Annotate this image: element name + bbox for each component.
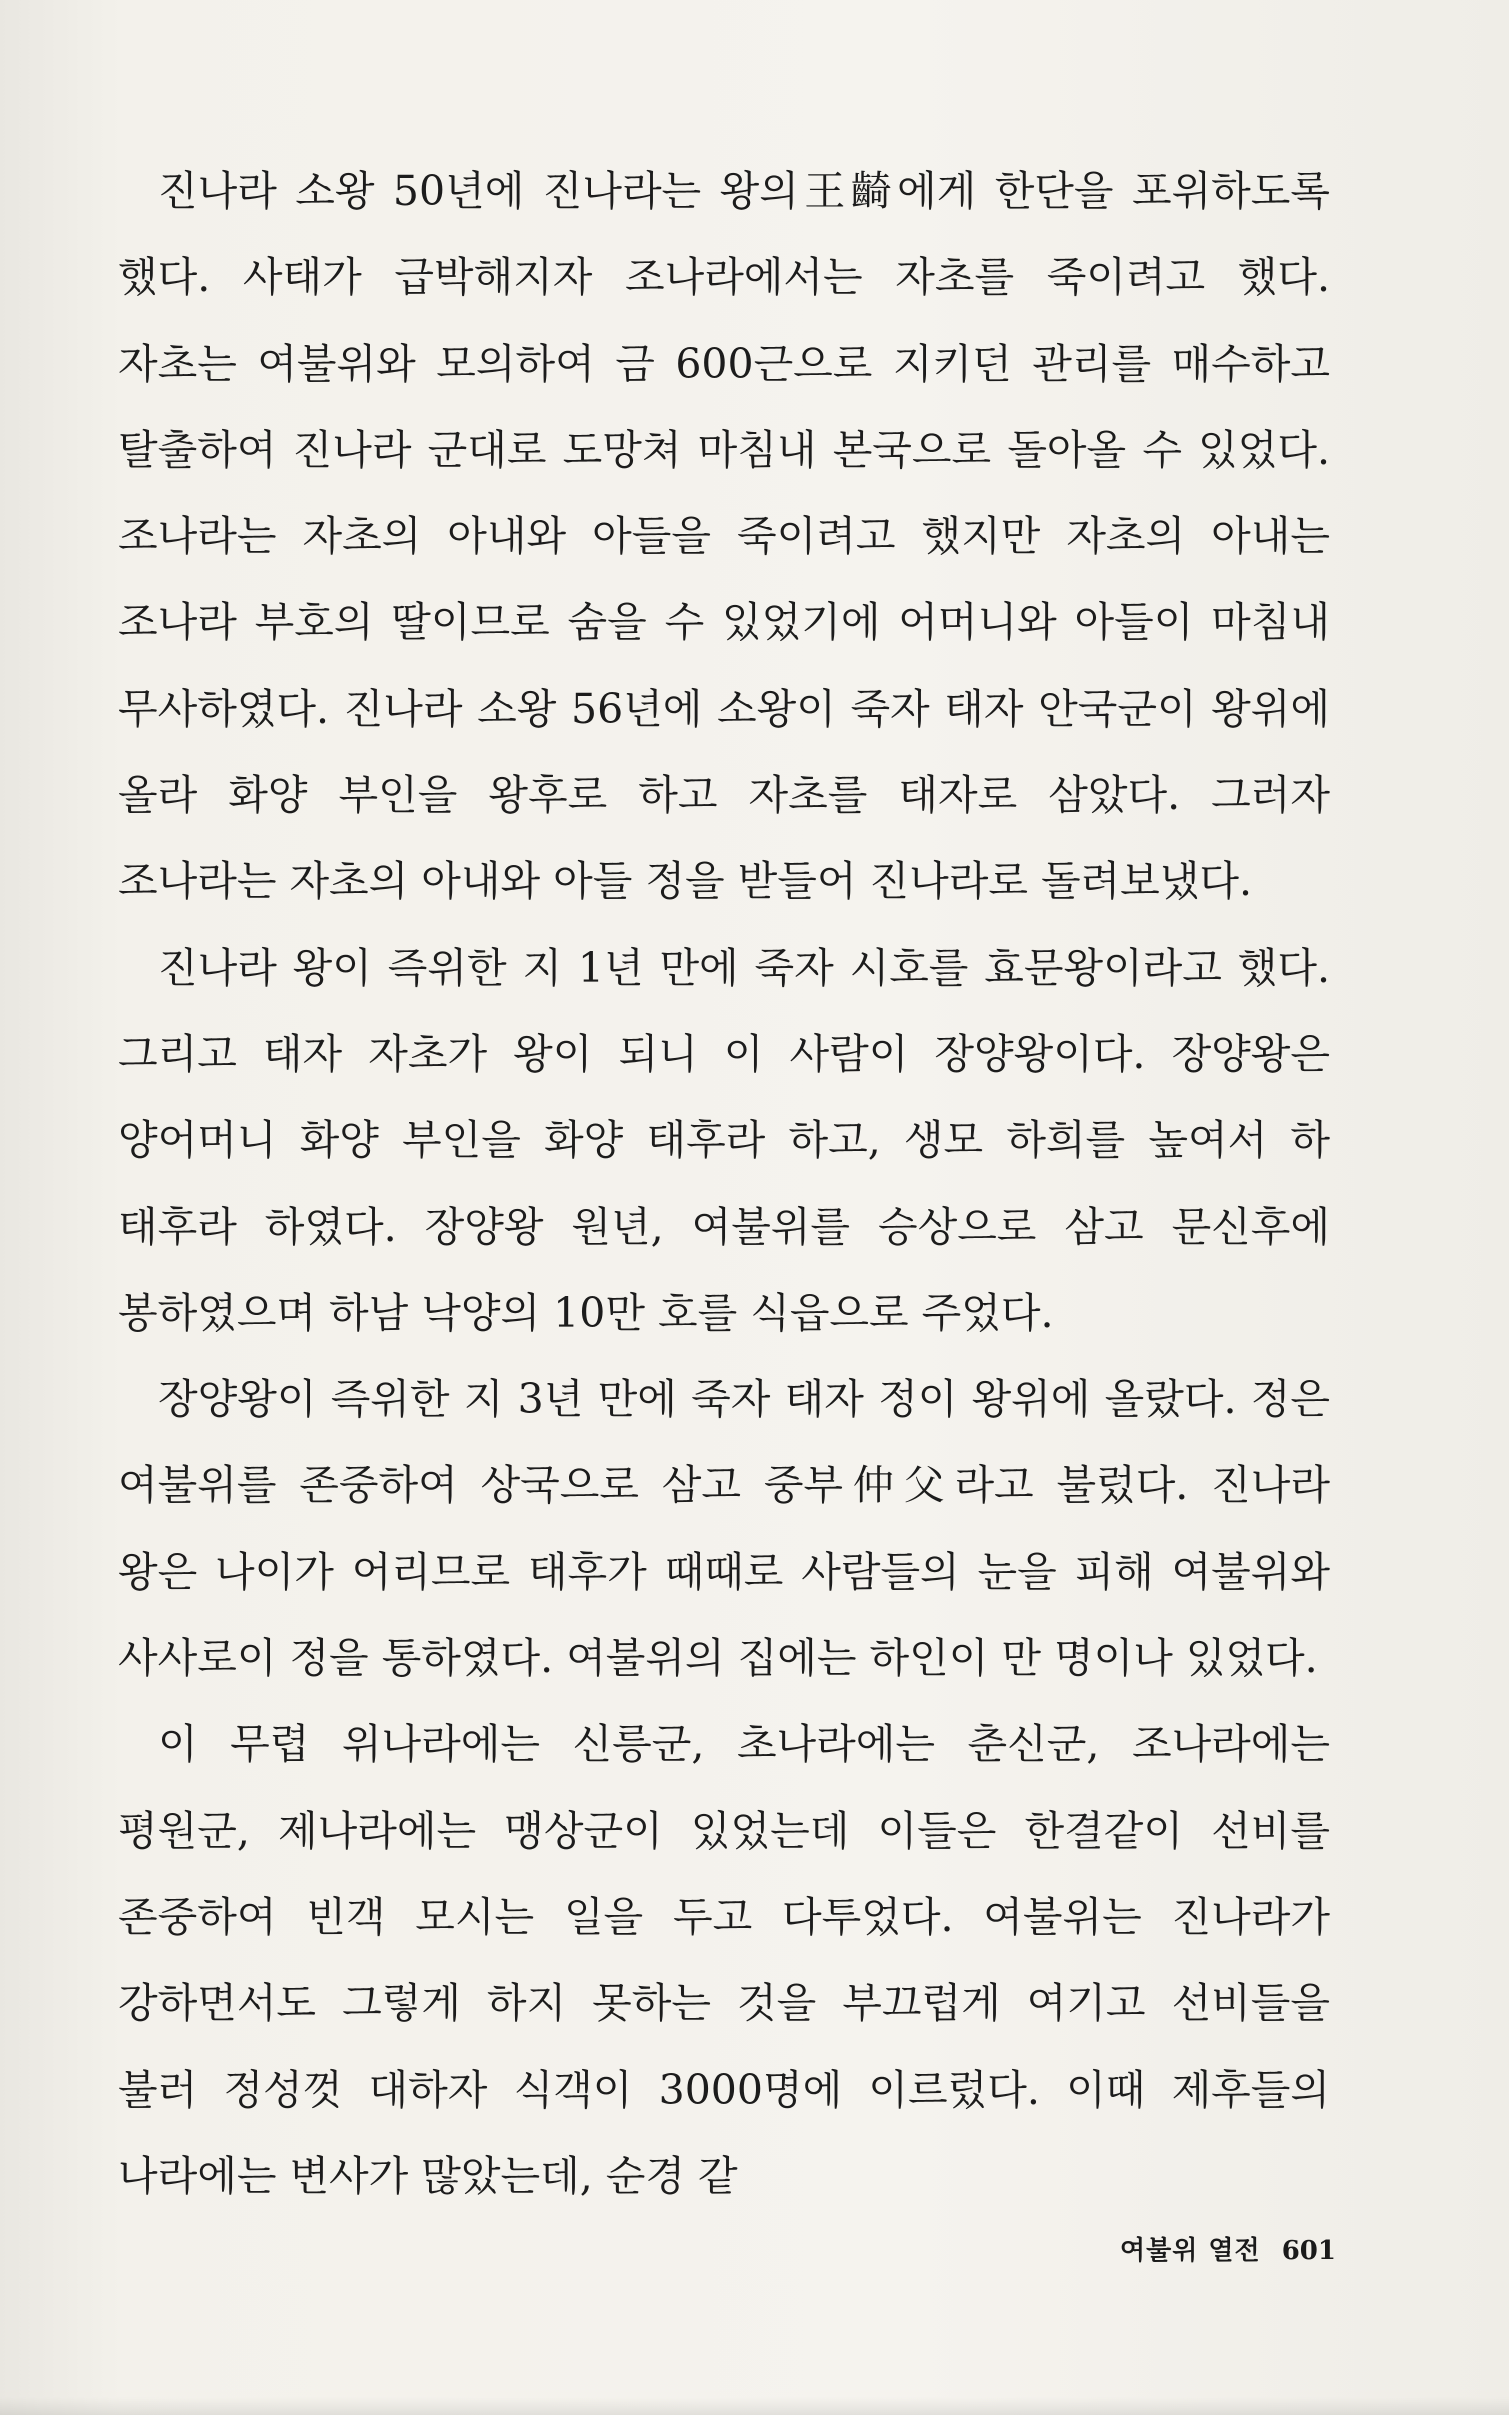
paragraph-3: 장양왕이 즉위한 지 3년 만에 죽자 태자 정이 왕위에 올랐다. 정은 여불위를 존중하여 상국으로 삼고 중부仲父라고 불렀다. 진나라 왕은 나이가 어리므로 태후가 때때로 사람들의 눈을 피해 여불위와 사사로이 정을 통하였다. 여불위의 집에는 하인이 만 명이나 있었다. (118, 1375, 1330, 1683)
paragraph-2: 진나라 왕이 즉위한 지 1년 만에 죽자 시호를 효문왕이라고 했다. 그리고 태자 자초가 왕이 되니 이 사람이 장양왕이다. 장양왕은 양어머니 화양 부인을 화양 태후라 하고, 생모 하희를 높여서 하 태후라 하였다. 장양왕 원년, 여불위를 승상으로 삼고 문신후에 봉하였으며 하남 낙양의 10만 호를 식읍으로 주었다. (118, 943, 1330, 1337)
running-title: 여불위 열전 (1120, 2236, 1261, 2266)
body-text (118, 148, 1330, 2219)
page-footer (1120, 2230, 1340, 2270)
page-number: 601 (1281, 2236, 1336, 2266)
page-bottom-shadow (0, 2397, 1509, 2415)
paragraph-4: 이 무렵 위나라에는 신릉군, 초나라에는 춘신군, 조나라에는 평원군, 제나라에는 맹상군이 있었는데 이들은 한결같이 선비를 존중하여 빈객 모시는 일을 두고 다투었다. 여불위는 진나라가 강하면서도 그렇게 하지 못하는 것을 부끄럽게 여기고 선비들을 불러 정성껏 대하자 식객이 3000명에 이르렀다. 이때 제후들의 나라에는 변사가 많았는데, 순경 같 (118, 1720, 1330, 2200)
paragraph-1: 진나라 소왕 50년에 진나라는 왕의王齮에게 한단을 포위하도록 했다. 사태가 급박해지자 조나라에서는 자초를 죽이려고 했다. 자초는 여불위와 모의하여 금 600근으로 지키던 관리를 매수하고 탈출하여 진나라 군대로 도망쳐 마침내 본국으로 돌아올 수 있었다. 조나라는 자초의 아내와 아들을 죽이려고 했지만 자초의 아내는 조나라 부호의 딸이므로 숨을 수 있었기에 어머니와 아들이 마침내 무사하였다. 진나라 소왕 56년에 소왕이 죽자 태자 안국군이 왕위에 올라 화양 부인을 왕후로 하고 자초를 태자로 삼았다. 그러자 조나라는 자초의 아내와 아들 정을 받들어 진나라로 돌려보냈다. (118, 167, 1330, 906)
